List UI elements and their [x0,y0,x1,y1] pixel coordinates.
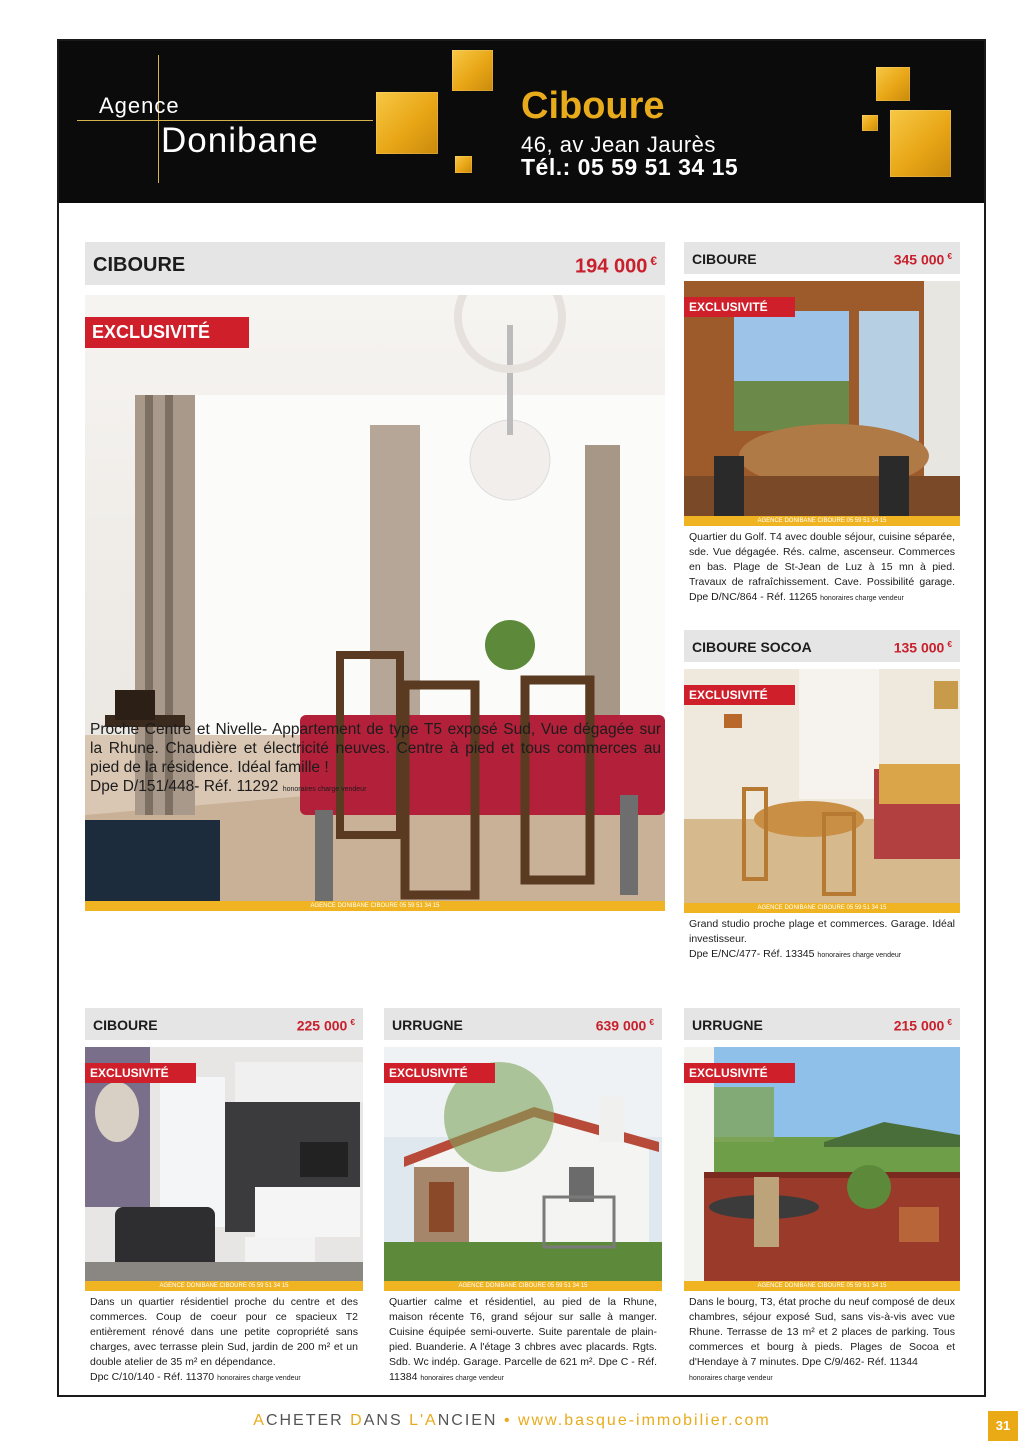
decor-square-icon [452,50,493,91]
exclusivity-badge: EXCLUSIVITÉ [684,297,795,317]
listing-city: CIBOURE [93,254,186,276]
listing-description: Quartier du Golf. T4 avec double séjour, cuisine séparée, sde. Vue dégagée. Rés. calme, ascenseur. Commerces en bas. Plage de St-Jean de Luz à 15 mn à pied. Travaux de rafraîchissement. Cave. Possibilité garage. Dpe D/NC/864 - Réf. 11265 honoraires charge vendeur [689,531,955,603]
listing-price: 215 000 € [893,1017,952,1034]
listing-photo[interactable] [85,1047,363,1281]
listing-city: CIBOURE [692,251,757,267]
listing-description: Quartier calme et résidentiel, au pied de la Rhune, maison récente T6, grand séjour sur salle à manger. Cuisine équipée semi-ouverte. Suite parentale de plain-pied. Buanderie. A l'étage 3 chbres avec placards. Rgts. Sdb. Wc indép. Garage. Parcelle de 621 m². Dpe C - Réf. 11384 honoraires charge vendeur [389,1296,657,1383]
listing-card[interactable] [684,630,960,960]
decor-square-icon [455,156,472,173]
listing-photo[interactable] [684,1047,960,1281]
exclusivity-badge: EXCLUSIVITÉ [384,1063,495,1083]
listing-city: CIBOURE [93,1017,158,1033]
listing-city: CIBOURE SOCOA [692,639,812,655]
footer-separator: • [503,1412,512,1429]
listing-description: Grand studio proche plage et commerces. Garage. Idéal investisseur. Dpe E/NC/477- Réf. 13345 honoraires charge vendeur [689,918,955,960]
agency-city: Ciboure [521,85,665,127]
listing-photo[interactable] [85,295,665,902]
listing-city: URRUGNE [692,1017,763,1033]
dining-room-photo [85,295,665,902]
listing-card[interactable] [85,242,665,909]
decor-square-icon [376,92,438,154]
agency-phone: Tél.: 05 59 51 34 15 [521,154,739,180]
exclusivity-badge: EXCLUSIVITÉ [85,317,249,348]
listing-title-bar [684,1008,960,1040]
decor-square-icon [862,115,878,131]
listing-description: Dans le bourg, T3, état proche du neuf composé de deux chambres, séjour exposé Sud, sans vis-à-vis avec vue Rhune. Terrasse de 13 m² et 2 places de parking. Tous commerces et bourg à pieds. Plages de Socoa et d'Hendaye à 7 minutes. Dpe C/9/462- Réf. 11344 honoraires charge vendeur [689,1296,955,1382]
listing-card[interactable] [85,1008,363,1388]
listing-title-bar [85,1008,363,1040]
footer-text: NCIEN [437,1412,498,1429]
logo-donibane-text: Donibane [161,121,319,160]
listing-card[interactable] [384,1008,662,1388]
listing-price: 225 000 € [296,1017,355,1034]
listing-city: URRUGNE [392,1017,463,1033]
exclusivity-badge: EXCLUSIVITÉ [85,1063,196,1083]
footer-website-link[interactable]: www.basque-immobilier.com [518,1412,771,1429]
decor-square-icon [890,110,951,177]
photo-credit: AGENCE DONIBANE CIBOURE 05 59 51 34 15 [384,1281,662,1291]
listing-title-bar [684,630,960,662]
listing-description: Dans un quartier résidentiel proche du centre et des commerces. Coup de coeur pour ce spacieux T2 entièrement rénové dans une petite copropriété sans charges, avec terrasse plein Sud, jardin de 200 m² et un double atelier de 35 m² en dépendance. Dpc C/10/140 - Réf. 11370 honoraires charge vendeur [90,1296,358,1383]
agency-header [59,41,984,203]
photo-credit: AGENCE DONIBANE CIBOURE 05 59 51 34 15 [684,1281,960,1291]
footer-text: ANS [363,1412,410,1429]
footer-initial: A [253,1412,266,1429]
footer-initial: D [350,1412,364,1429]
listing-price: 639 000 € [595,1017,654,1034]
listing-photo[interactable] [684,281,960,516]
listing-photo[interactable] [684,669,960,903]
listing-title-bar [384,1008,662,1040]
page-frame [57,39,986,1397]
listing-title-bar [684,242,960,274]
footer-initial: L'A [409,1412,438,1429]
logo-vertical-line [158,55,159,183]
listing-card[interactable] [684,242,960,603]
photo-credit: AGENCE DONIBANE CIBOURE 05 59 51 34 15 [85,901,665,911]
listing-photo[interactable] [384,1047,662,1281]
logo-agence-text: Agence [99,93,180,118]
photo-credit: AGENCE DONIBANE CIBOURE 05 59 51 34 15 [684,903,960,913]
exclusivity-badge: EXCLUSIVITÉ [684,1063,795,1083]
decor-square-icon [876,67,910,101]
exclusivity-badge: EXCLUSIVITÉ [684,685,795,705]
page-footer [0,1412,1024,1430]
listing-card[interactable] [684,1008,960,1388]
photo-credit: AGENCE DONIBANE CIBOURE 05 59 51 34 15 [684,516,960,526]
listing-title-bar [85,242,665,285]
agency-address: 46, av Jean Jaurès [521,132,716,157]
listing-price: 345 000 € [893,251,952,268]
listing-price: 194 000 € [575,254,657,278]
page-number: 31 [988,1411,1018,1441]
listing-description: Proche Centre et Nivelle- Appartement de type T5 exposé Sud, Vue dégagée sur la Rhune. Chaudière et électricité neuves. Centre à pied et tous commerces au pied de la résidence. Idéal famille ! Dpe D/151/448- Réf. 11292 honoraires charge vendeur [90,721,661,795]
footer-text: CHETER [265,1412,351,1429]
photo-credit: AGENCE DONIBANE CIBOURE 05 59 51 34 15 [85,1281,363,1291]
listing-price: 135 000 € [893,639,952,656]
